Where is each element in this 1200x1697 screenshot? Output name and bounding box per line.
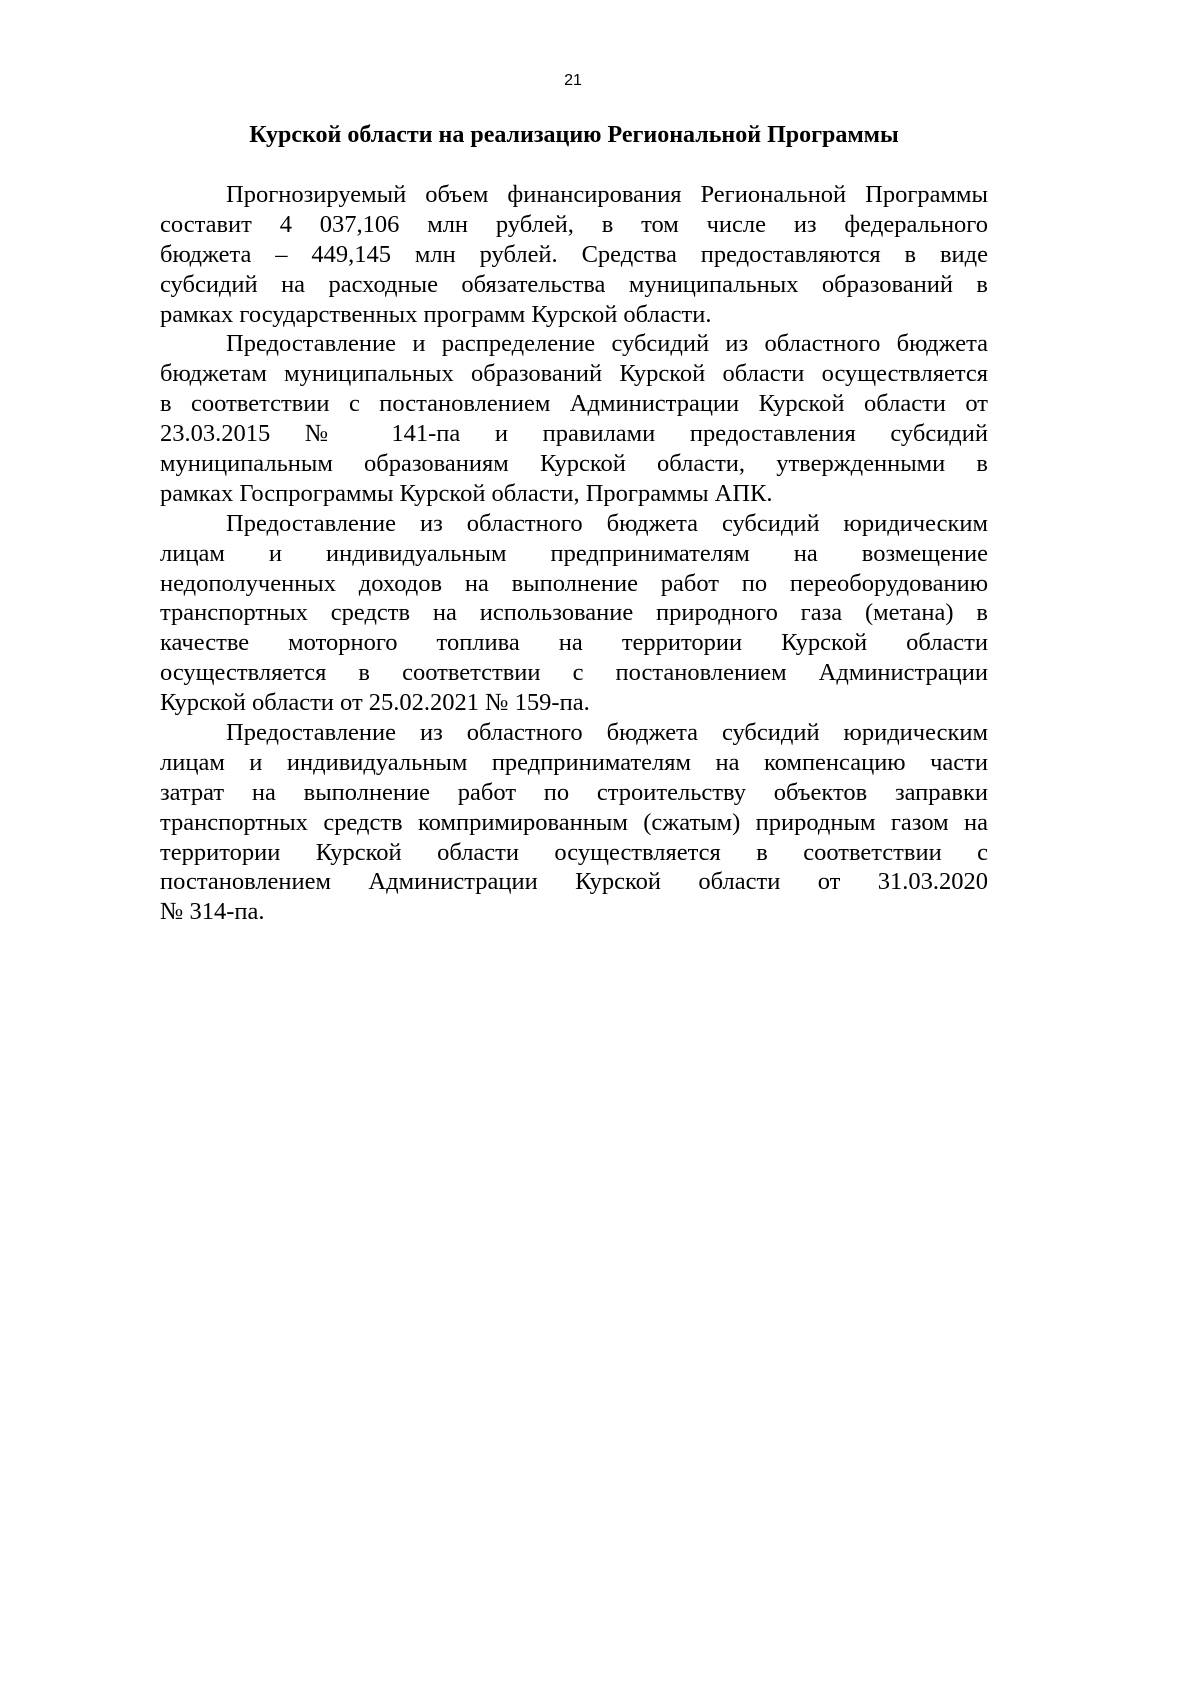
paragraph-line: качестве моторного топлива на территории Курской области [160,629,988,657]
paragraph-line: в соответствии с постановлением Администрации Курской области от [160,390,988,418]
paragraph-line: Предоставление из областного бюджета субсидий юридическим [226,719,988,747]
paragraph-line: Прогнозируемый объем финансирования Региональной Программы [226,181,988,208]
paragraph-line: бюджетам муниципальных образований Курской области осуществляется [160,360,988,388]
paragraph-line: Курской области от 25.02.2021 № 159-па. [160,689,590,717]
paragraph-line: Предоставление и распределение субсидий из областного бюджета [226,330,988,358]
paragraph [160,180,988,329]
paragraph [160,329,988,508]
document-body [160,180,988,927]
paragraph-line: составит 4 037,106 млн рублей, в том числе из федерального [160,210,988,238]
paragraph-line: осуществляется в соответствии с постановлением Администрации [160,659,988,687]
paragraph [160,509,988,718]
paragraph-line: транспортных средств компримированным (сжатым) природным газом на [160,808,988,836]
paragraph-line: затрат на выполнение работ по строительству объектов заправки [160,778,988,806]
paragraph-line: лицам и индивидуальным предпринимателям на компенсацию части [160,748,988,776]
paragraph-line: рамках государственных программ Курской области. [160,300,712,328]
paragraph-line: транспортных средств на использование природного газа (метана) в [160,599,988,627]
paragraph-line: 23.03.2015 № 141-па и правилами предоставления субсидий [160,420,988,448]
paragraph-line: № 314-па. [160,898,265,926]
paragraph-line: Предоставление из областного бюджета субсидий юридическим [226,509,988,537]
paragraph-line: муниципальным образованиям Курской области, утвержденными в [160,450,988,478]
paragraph [160,718,988,927]
paragraph-line: бюджета – 449,145 млн рублей. Средства предоставляются в виде [160,240,988,268]
page-number: 21 [564,72,582,89]
paragraph-line: недополученных доходов на выполнение работ по переоборудованию [160,569,988,597]
paragraph-line: лицам и индивидуальным предпринимателям на возмещение [160,539,988,567]
paragraph-line: субсидий на расходные обязательства муниципальных образований в [160,270,988,298]
paragraph-line: рамках Госпрограммы Курской области, Программы АПК. [160,479,773,507]
paragraph-line: территории Курской области осуществляется в соответствии с [160,838,988,866]
section-title: Курской области на реализацию Региональной Программы [249,122,899,148]
paragraph-line: постановлением Администрации Курской области от 31.03.2020 [160,868,988,896]
